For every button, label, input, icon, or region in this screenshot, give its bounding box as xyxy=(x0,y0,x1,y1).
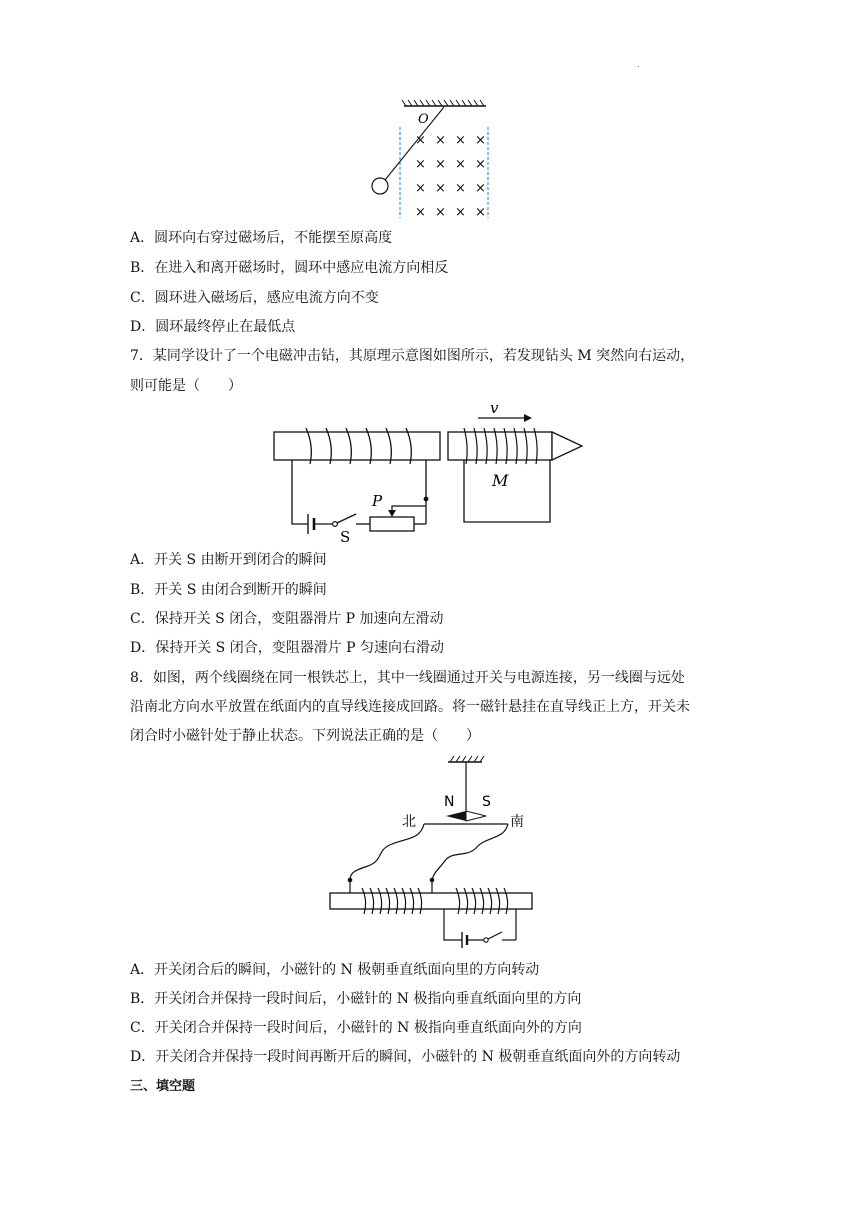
needle-south-pole: S xyxy=(482,794,491,810)
north-label: 北 xyxy=(402,814,416,830)
south-label: 南 xyxy=(510,814,524,830)
svg-text:×: × xyxy=(455,205,466,220)
q7-option-b: B．开关 S 由闭合到断开的瞬间 xyxy=(130,582,327,598)
impact-drill-figure xyxy=(268,396,588,546)
svg-text:×: × xyxy=(415,181,426,196)
svg-text:×: × xyxy=(435,181,446,196)
slider-label: P xyxy=(372,492,383,510)
switch-label: S xyxy=(340,528,351,546)
switch-icon xyxy=(333,522,338,527)
velocity-label: v xyxy=(490,399,499,417)
q8-stem-line2: 沿南北方向水平放置在纸面内的直导线连接成回路。将一磁针悬挂在直导线正上方，开关未 xyxy=(130,699,690,715)
drill-label: M xyxy=(492,471,509,490)
page-mark: . xyxy=(637,60,640,69)
q6-option-b: B．在进入和离开磁场时，圆环中感应电流方向相反 xyxy=(130,260,449,276)
q7-option-d: D．保持开关 S 闭合，变阻器滑片 P 匀速向右滑动 xyxy=(130,640,445,656)
magnetic-field-marks xyxy=(415,133,486,220)
svg-text:×: × xyxy=(455,157,466,172)
q8-option-a: A．开关闭合后的瞬间，小磁针的 N 极朝垂直纸面向里的方向转动 xyxy=(130,962,540,978)
q7-stem-line2: 则可能是（ ） xyxy=(130,378,242,394)
svg-text:×: × xyxy=(475,181,486,196)
pendulum-field-figure xyxy=(360,100,500,220)
q6-option-c: C．圆环进入磁场后，感应电流方向不变 xyxy=(130,290,379,306)
svg-text:×: × xyxy=(455,133,466,148)
section3-heading: 三、填空题 xyxy=(130,1079,196,1094)
pivot-label: O xyxy=(418,112,429,127)
q8-option-c: C．开关闭合并保持一段时间后，小磁针的 N 极指向垂直纸面向外的方向 xyxy=(130,1020,582,1036)
switch-icon xyxy=(484,938,488,942)
svg-text:×: × xyxy=(435,157,446,172)
q7-option-a: A．开关 S 由断开到闭合的瞬间 xyxy=(130,552,327,568)
compass-needle-icon xyxy=(446,811,466,821)
svg-text:×: × xyxy=(475,157,486,172)
coil-compass-figure xyxy=(326,754,536,948)
svg-text:×: × xyxy=(415,205,426,220)
q6-option-d: D．圆环最终停止在最低点 xyxy=(130,319,296,335)
q7-option-c: C．保持开关 S 闭合，变阻器滑片 P 加速向左滑动 xyxy=(130,611,444,627)
rheostat-icon xyxy=(370,517,414,531)
svg-text:×: × xyxy=(455,181,466,196)
q8-stem-line1: 8．如图，两个线圈绕在同一根铁芯上，其中一线圈通过开关与电源连接，另一线圈与远处 xyxy=(130,670,685,686)
svg-text:×: × xyxy=(475,205,486,220)
q8-option-b: B．开关闭合并保持一段时间后，小磁针的 N 极指向垂直纸面向里的方向 xyxy=(130,991,582,1007)
svg-text:×: × xyxy=(415,133,426,148)
needle-north-pole: N xyxy=(444,794,455,810)
svg-text:×: × xyxy=(435,133,446,148)
q8-stem-line3: 闭合时小磁针处于静止状态。下列说法正确的是（ ） xyxy=(130,728,480,744)
svg-text:×: × xyxy=(435,205,446,220)
q6-option-a: A．圆环向右穿过磁场后，不能摆至原高度 xyxy=(130,230,393,246)
svg-text:×: × xyxy=(415,157,426,172)
iron-core xyxy=(330,893,532,909)
svg-text:×: × xyxy=(475,133,486,148)
q8-option-d: D．开关闭合并保持一段时间再断开后的瞬间，小磁针的 N 极朝垂直纸面向外的方向转动 xyxy=(130,1049,681,1065)
metal-ring xyxy=(372,178,388,194)
q7-stem-line1: 7．某同学设计了一个电磁冲击钻，其原理示意图如图所示，若发现钻头 M 突然向右运动， xyxy=(130,348,695,364)
